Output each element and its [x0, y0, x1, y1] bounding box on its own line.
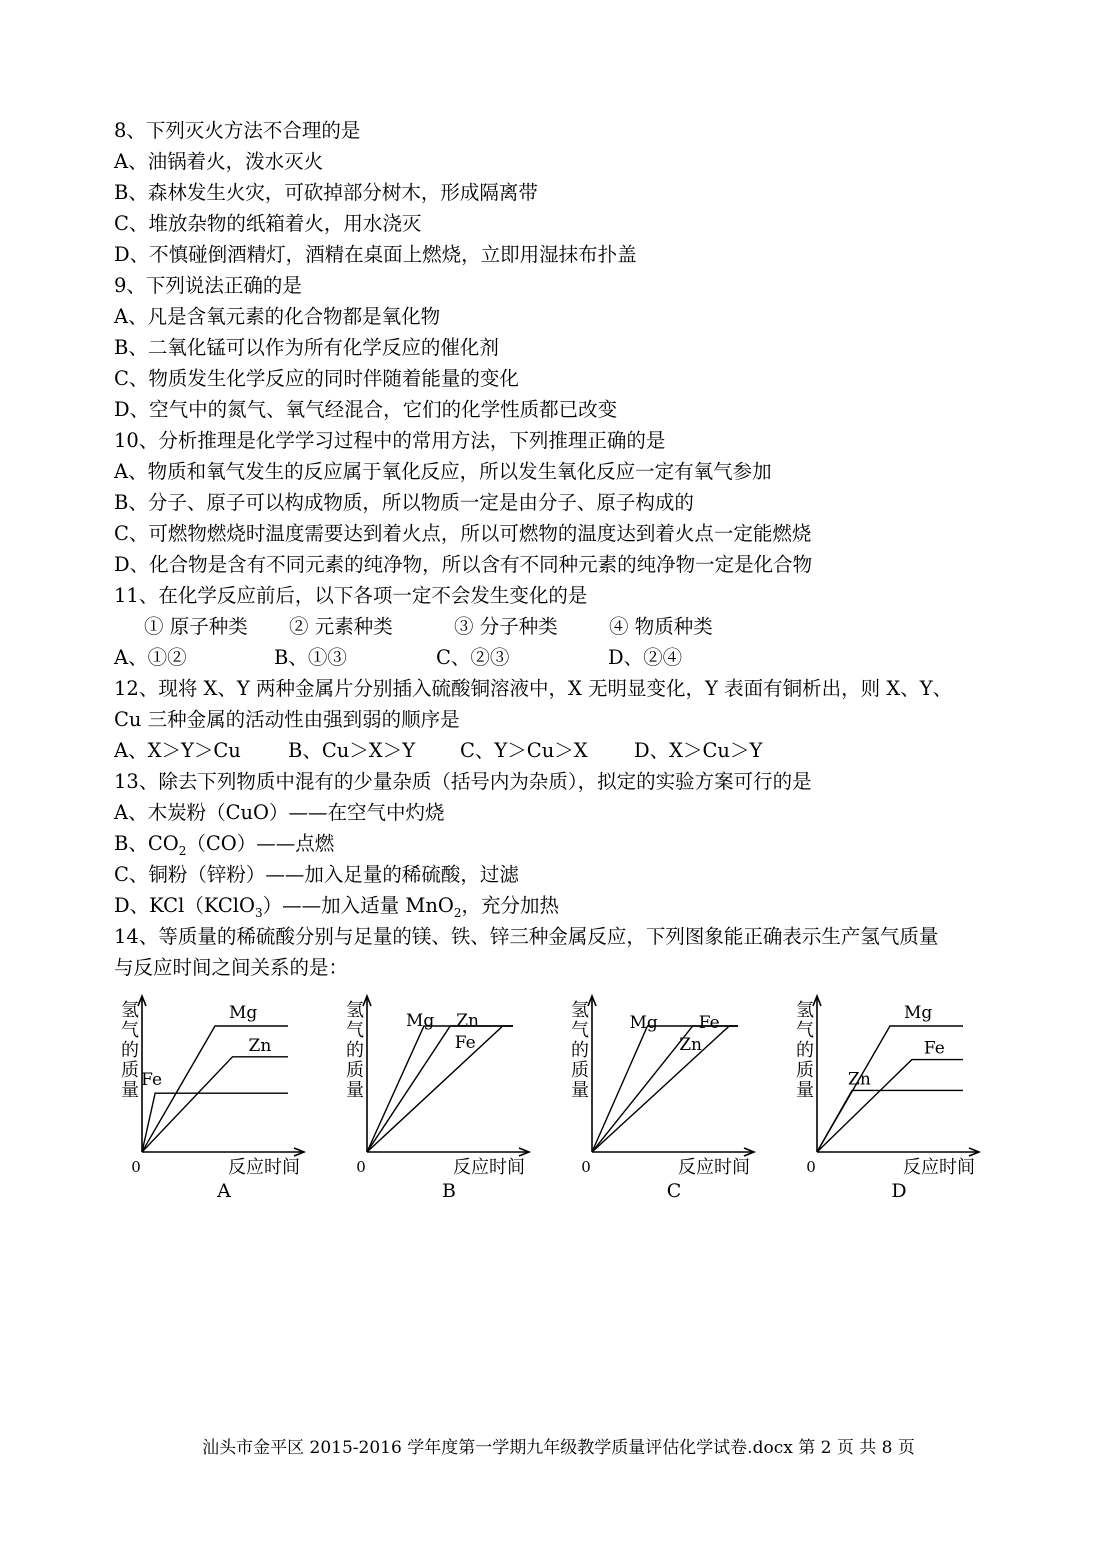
- series-label-fe: Fe: [141, 1070, 163, 1091]
- series-line-mg: [367, 1026, 513, 1152]
- y-axis-label-char: 氢: [346, 1000, 364, 1021]
- q10-stem: 10、分析推理是化学学习过程中的常用方法，下列推理正确的是: [114, 429, 666, 452]
- q13-option-d: [114, 890, 1014, 921]
- q11-item-4: ④ 物质种类: [609, 615, 713, 638]
- graph-c: [558, 990, 758, 1210]
- q8-option-a: A、油锅着火，泼水灭火: [114, 150, 324, 173]
- q14-stem-line1: 14、等质量的稀硫酸分别与足量的镁、铁、锌三种金属反应，下列图象能正确表示生产氢气质量: [114, 925, 939, 948]
- q11-option-d: D、②④: [608, 646, 683, 669]
- series-line-zn: [817, 1090, 963, 1152]
- q13-b-pre: B、CO: [114, 832, 179, 855]
- q11-item-2: ② 元素种类: [289, 615, 393, 638]
- y-axis-label-char: 氢: [571, 1000, 589, 1021]
- series-label-fe: Fe: [923, 1038, 945, 1059]
- y-axis-label-char: 的: [346, 1040, 364, 1061]
- q12-option-a: A、X＞Y＞Cu: [114, 739, 241, 762]
- y-axis-label-char: 量: [346, 1080, 364, 1101]
- q13-d-pre: D、KCl（KClO: [114, 894, 256, 917]
- series-label-zn: Zn: [848, 1069, 871, 1090]
- series-line-fe: [142, 1093, 288, 1152]
- chart-svg: [558, 990, 758, 1210]
- q13-option-c: C、铜粉（锌粉）——加入足量的稀硫酸，过滤: [114, 863, 519, 886]
- series-line-fe: [367, 1026, 513, 1152]
- q12-options: [114, 735, 1014, 766]
- q9-option-d: D、空气中的氮气、氧气经混合，它们的化学性质都已改变: [114, 398, 618, 421]
- series-label-fe: Fe: [454, 1033, 476, 1053]
- y-axis-label-char: 的: [121, 1040, 139, 1061]
- q11-stem: 11、在化学反应前后，以下各项一定不会发生变化的是: [114, 584, 588, 607]
- origin-label: 0: [581, 1158, 591, 1176]
- chart-svg: [333, 990, 533, 1210]
- y-axis-label-char: 氢: [796, 1000, 814, 1021]
- y-axis-label-char: 量: [121, 1080, 139, 1101]
- q11-option-c: C、②③: [436, 646, 510, 669]
- series-label-mg: Mg: [229, 1003, 258, 1023]
- q11-option-a: A、①②: [114, 646, 187, 669]
- q10-option-a: A、物质和氧气发生的反应属于氧化反应，所以发生氧化反应一定有氧气参加: [114, 460, 772, 483]
- q14-graphs: [0, 990, 1117, 1210]
- q13-d-sub1: 3: [255, 905, 263, 920]
- series-line-fe: [817, 1060, 963, 1152]
- x-axis-label: 反应时间: [228, 1157, 300, 1178]
- q11-options: [114, 642, 1014, 673]
- chart-svg: [783, 990, 983, 1210]
- q13-stem: 13、除去下列物质中混有的少量杂质（括号内为杂质），拟定的实验方案可行的是: [114, 770, 812, 793]
- q10-option-b: B、分子、原子可以构成物质，所以物质一定是由分子、原子构成的: [114, 491, 694, 514]
- series-line-zn: [142, 1057, 288, 1152]
- q11-items: [114, 611, 1014, 642]
- series-label-mg: Mg: [629, 1013, 658, 1033]
- page-footer: 汕头市金平区 2015-2016 学年度第一学期九年级教学质量评估化学试卷.docx 第 2 页 共 8 页: [202, 1438, 915, 1458]
- series-label-zn: Zn: [679, 1035, 703, 1055]
- y-axis-label-char: 的: [796, 1040, 814, 1061]
- y-axis-label-char: 气: [571, 1020, 589, 1041]
- q11-option-b: B、①③: [274, 646, 347, 669]
- origin-label: 0: [131, 1158, 141, 1176]
- q12-stem-line1: 12、现将 X、Y 两种金属片分别插入硫酸铜溶液中，X 无明显变化，Y 表面有铜析出，则 X、Y、: [114, 677, 953, 700]
- q9-option-c: C、物质发生化学反应的同时伴随着能量的变化: [114, 367, 519, 390]
- y-axis-label-char: 气: [346, 1020, 364, 1041]
- q13-d-post: ，充分加热: [461, 894, 560, 917]
- question-list: [114, 115, 1014, 983]
- y-axis-label-char: 质: [571, 1060, 589, 1081]
- origin-label: 0: [806, 1158, 816, 1176]
- q8-option-d: D、不慎碰倒酒精灯，酒精在桌面上燃烧，立即用湿抹布扑盖: [114, 243, 637, 266]
- graph-label: B: [442, 1180, 456, 1202]
- graph-d: [783, 990, 983, 1210]
- series-label-zn: Zn: [456, 1011, 479, 1031]
- q13-option-b: [114, 828, 1014, 859]
- q9-option-b: B、二氧化锰可以作为所有化学反应的催化剂: [114, 336, 499, 359]
- series-line-mg: [592, 1026, 738, 1152]
- y-axis-label-char: 气: [796, 1020, 814, 1041]
- y-axis-label-char: 质: [796, 1060, 814, 1081]
- q11-item-3: ③ 分子种类: [454, 615, 558, 638]
- series-label-mg: Mg: [405, 1011, 435, 1031]
- q10-option-c: C、可燃物燃烧时温度需要达到着火点，所以可燃物的温度达到着火点一定能燃烧: [114, 522, 812, 545]
- series-label-fe: Fe: [698, 1013, 720, 1033]
- q9-stem: 9、下列说法正确的是: [114, 274, 302, 297]
- y-axis-label-char: 量: [796, 1080, 814, 1101]
- q8-option-c: C、堆放杂物的纸箱着火，用水浇灭: [114, 212, 422, 235]
- graph-a: [108, 990, 308, 1210]
- q10-option-d: D、化合物是含有不同元素的纯净物，所以含有不同种元素的纯净物一定是化合物: [114, 553, 813, 576]
- q13-b-sub: 2: [178, 843, 187, 858]
- series-line-fe: [592, 1026, 738, 1152]
- y-axis-label-char: 氢: [121, 1000, 139, 1021]
- q12-option-d: D、X＞Cu＞Y: [634, 739, 763, 762]
- graph-label: A: [217, 1180, 231, 1202]
- origin-label: 0: [356, 1158, 366, 1176]
- series-label-mg: Mg: [904, 1003, 933, 1023]
- x-axis-label: 反应时间: [678, 1157, 750, 1178]
- x-axis-label: 反应时间: [903, 1157, 975, 1178]
- q13-b-post: （CO）——点燃: [186, 832, 335, 855]
- q8-stem: 8、下列灭火方法不合理的是: [114, 119, 361, 142]
- q13-d-mid: ）——加入适量 MnO: [262, 894, 454, 917]
- q11-item-1: ① 原子种类: [144, 615, 248, 638]
- y-axis-label-char: 质: [346, 1060, 364, 1081]
- q14-stem-line2: 与反应时间之间关系的是：: [114, 956, 349, 979]
- graph-label: C: [666, 1180, 682, 1202]
- q12-stem-line2: Cu 三种金属的活动性由强到弱的顺序是: [114, 708, 460, 731]
- y-axis-label-char: 的: [571, 1040, 589, 1061]
- chart-svg: [108, 990, 308, 1210]
- series-line-zn: [367, 1026, 513, 1152]
- graph-label: D: [891, 1180, 907, 1202]
- y-axis-label-char: 气: [121, 1020, 139, 1041]
- y-axis-label-char: 质: [121, 1060, 139, 1081]
- q12-option-c: C、Y＞Cu＞X: [460, 739, 588, 762]
- y-axis-label-char: 量: [571, 1080, 589, 1101]
- series-label-zn: Zn: [248, 1035, 272, 1056]
- q13-option-a: A、木炭粉（CuO）——在空气中灼烧: [114, 801, 445, 824]
- series-line-zn: [592, 1026, 738, 1152]
- graph-b: [333, 990, 533, 1210]
- x-axis-label: 反应时间: [453, 1157, 525, 1178]
- q13-d-sub2: 2: [453, 905, 462, 920]
- q9-option-a: A、凡是含氧元素的化合物都是氧化物: [114, 305, 441, 328]
- q8-option-b: B、森林发生火灾，可砍掉部分树木，形成隔离带: [114, 181, 538, 204]
- q12-option-b: B、Cu＞X＞Y: [288, 739, 416, 762]
